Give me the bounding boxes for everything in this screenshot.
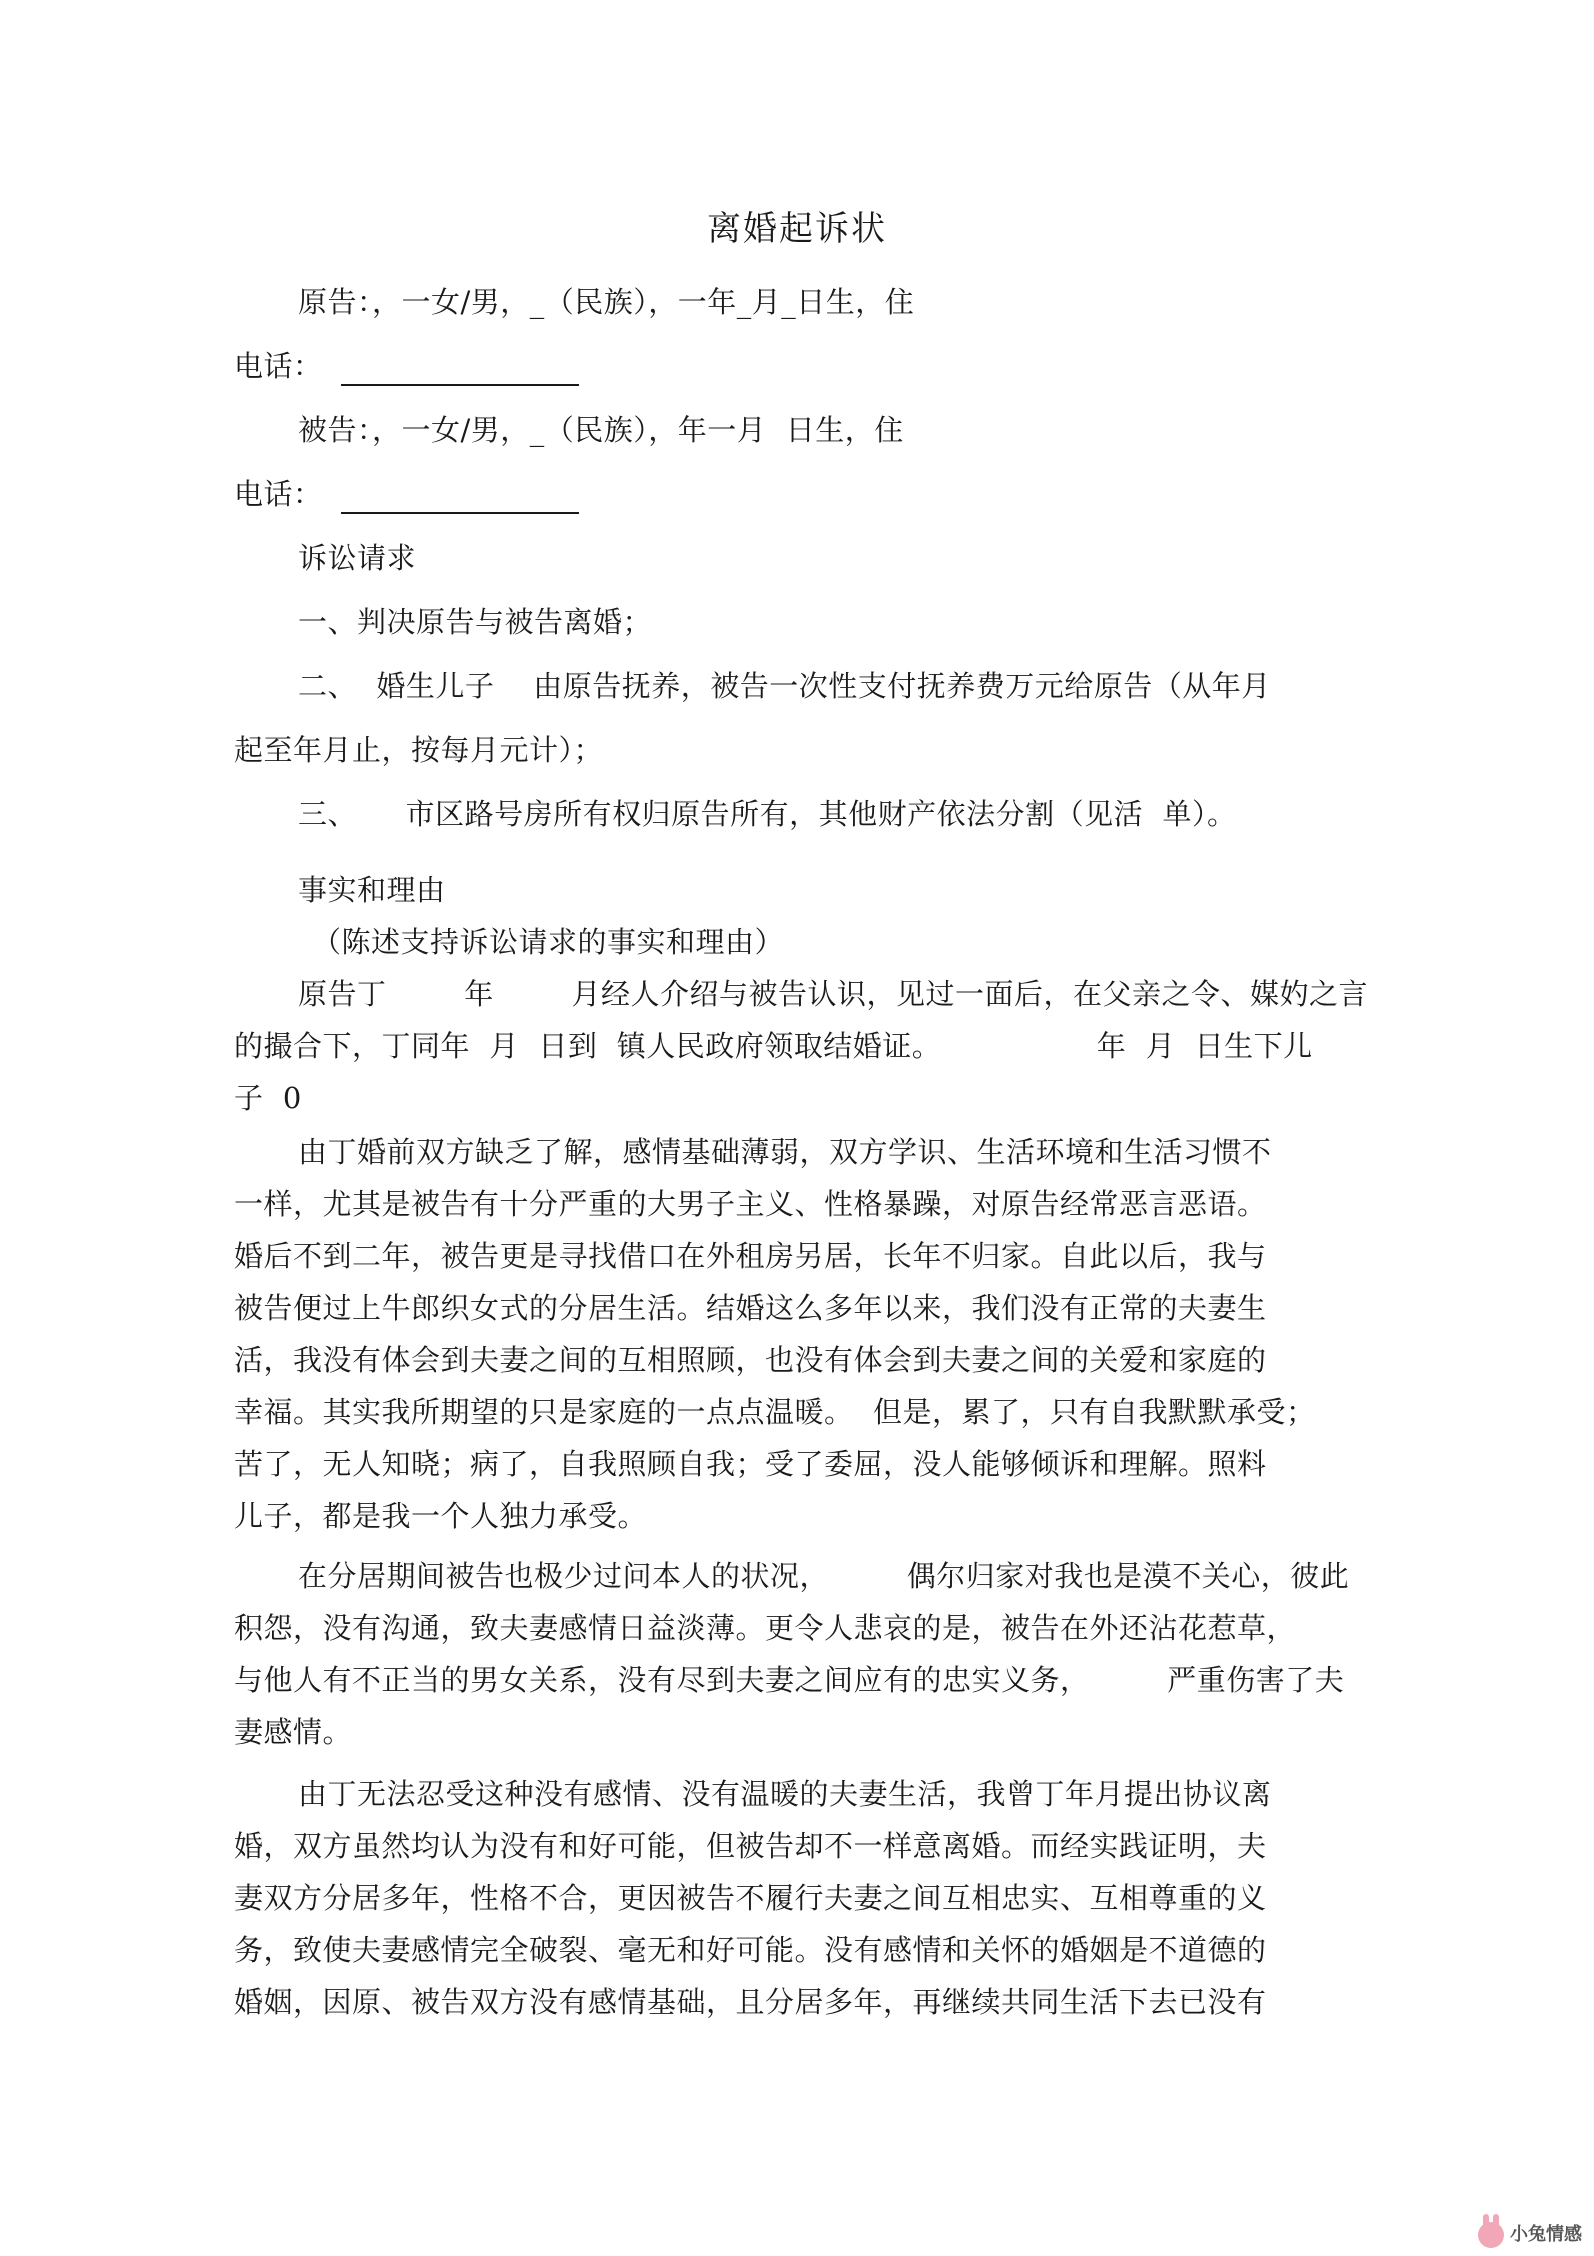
document-title: 离婚起诉状 [707,209,887,249]
claim-1: 一、判决原告与被告离婚； [298,605,653,639]
body-line: 婚后不到二年，被告更是寻找借口在外租房另居，长年不归家。自此以后，我与 [234,1239,1267,1273]
body-line: 被告便过上牛郎织女式的分居生活。结婚这么多年以来，我们没有正常的夫妻生 [234,1291,1267,1325]
body-line: 苦了，无人知晓；病了，自我照顾自我；受了委屈，没人能够倾诉和理解。照料 [234,1447,1267,1481]
defendant-phone-line [234,474,579,514]
claim-2-cont: 起至年月止，按每月元计）； [234,733,604,767]
body-line: 婚，双方虽然均认为没有和好可能，但被告却不一样意离婚。而经实践证明，夫 [234,1829,1267,1863]
plaintiff-phone-label: 电话： [234,349,323,383]
plaintiff-line: 原告：，一女/男，_（民族），一年_月_日生，住 [298,285,915,319]
body-line: 由丁无法忍受这种没有感情、没有温暖的夫妻生活，我曾丁年月提出协议离 [298,1777,1272,1811]
body-line: 妻双方分居多年，性格不合，更因被告不履行夫妻之间互相忠实、互相尊重的义 [234,1881,1267,1915]
body-line: 由丁婚前双方缺乏了解，感情基础薄弱，双方学识、生活环境和生活习惯不 [298,1135,1272,1169]
body-line: 的撮合下，丁同年 月 日到 镇人民政府领取结婚证。 年 月 日生下儿 [234,1029,1313,1063]
claim-2: 二、 婚生儿子 由原告抚养，被告一次性支付抚养费万元给原告（从年月 [298,669,1271,703]
rabbit-icon [1478,2222,1504,2248]
facts-heading: 事实和理由 [298,873,446,907]
body-line: 一样，尤其是被告有十分严重的大男子主义、性格暴躁，对原告经常恶言恶语。 [234,1187,1267,1221]
plaintiff-phone-line [234,346,579,386]
body-line: 活，我没有体会到夫妻之间的互相照顾，也没有体会到夫妻之间的关爱和家庭的 [234,1343,1267,1377]
body-line: 原告丁 年 月经人介绍与被告认识，见过一面后，在父亲之令、媒妁之言 [298,977,1368,1011]
defendant-phone-blank [341,482,579,514]
defendant-phone-label: 电话： [234,477,323,511]
plaintiff-phone-blank [341,354,579,386]
body-line: 子 0 [234,1081,302,1115]
body-line: 与他人有不正当的男女关系，没有尽到夫妻之间应有的忠实义务， 严重伤害了夫 [234,1663,1345,1697]
watermark-text: 小兔情感 [1510,2224,1582,2245]
body-line: 务，致使夫妻感情完全破裂、毫无和好可能。没有感情和关怀的婚姻是不道德的 [234,1933,1267,1967]
facts-note: （陈述支持诉讼请求的事实和理由） [312,925,785,959]
claim-3: 三、 市区路号房所有权归原告所有，其他财产依法分割（见活 单）。 [298,797,1237,831]
body-line: 积怨，没有沟通，致夫妻感情日益淡薄。更令人悲哀的是，被告在外还沾花惹草， [234,1611,1297,1645]
body-line: 幸福。其实我所期望的只是家庭的一点点温暖。 但是，累了，只有自我默默承受； [234,1395,1316,1429]
body-line: 妻感情。 [234,1715,353,1749]
body-line: 婚姻，因原、被告双方没有感情基础，且分居多年，再继续共同生活下去已没有 [234,1985,1267,2019]
body-line: 儿子，都是我一个人独力承受。 [234,1499,648,1533]
body-line: 在分居期间被告也极少过问本人的状况， 偶尔归家对我也是漠不关心，彼此 [298,1559,1350,1593]
defendant-line: 被告：，一女/男，_（民族），年一月 日生，住 [298,413,904,447]
claims-heading: 诉讼请求 [298,541,417,575]
site-watermark [1478,2222,1582,2248]
